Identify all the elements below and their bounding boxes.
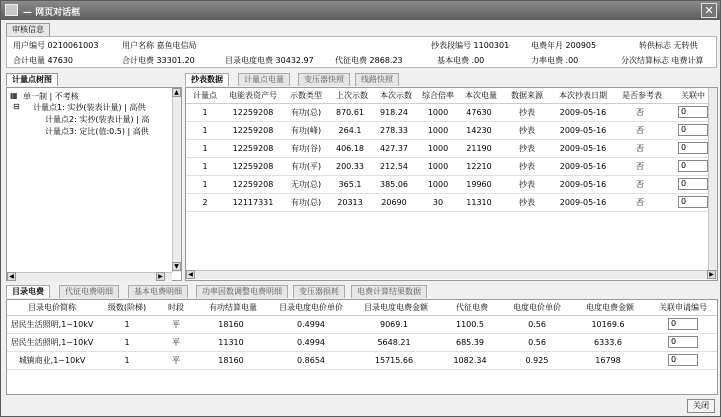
energy-cell: 14230 <box>458 121 504 139</box>
link-request-input[interactable]: 0 <box>678 196 708 208</box>
column-header: 计量点 <box>186 88 224 103</box>
energy-fee-cell: 10169.6 <box>571 315 649 333</box>
meter-table-row[interactable] <box>186 193 718 211</box>
tree-node-point-1[interactable]: 计量点1: 实抄(装表计量) | 高供 <box>33 103 146 112</box>
period-cell: 平 <box>157 315 195 333</box>
reading-type-cell: 有功(平) <box>282 157 330 175</box>
meter-asset-cell: 12117331 <box>224 193 282 211</box>
energy-price-cell: 0.925 <box>503 351 571 369</box>
last-reading-cell: 20313 <box>330 193 374 211</box>
reference-cell: 否 <box>616 175 668 193</box>
reference-cell: 否 <box>616 121 668 139</box>
link-request-input[interactable]: 0 <box>668 354 698 366</box>
window-title: — 网页对话框 <box>23 8 81 18</box>
source-cell: 抄表 <box>504 139 550 157</box>
scroll-left-icon[interactable]: ◀ <box>7 272 16 281</box>
meter-table-row[interactable] <box>186 175 718 193</box>
meter-table-row[interactable] <box>186 121 718 139</box>
reference-cell: 否 <box>616 103 668 121</box>
link-cell[interactable] <box>649 333 717 351</box>
tree-node-point-3[interactable]: 计量点3: 定比(值:0.5) | 高供 <box>45 127 149 136</box>
close-icon[interactable]: ✕ <box>701 3 717 18</box>
multiplier-cell: 1000 <box>418 139 458 157</box>
current-reading-cell: 427.37 <box>374 139 418 157</box>
reference-cell: 否 <box>616 139 668 157</box>
price-name-cell: 城镇商业,1~10kV <box>7 351 97 369</box>
column-header: 本次示数 <box>374 88 418 103</box>
tab-basic-fee-detail[interactable]: 基本电费明细 <box>128 285 188 298</box>
price-name-cell: 居民生活照明,1~10kV <box>7 315 97 333</box>
fee-month-field: 电费年月 200905 <box>531 41 597 50</box>
tab-review-info[interactable]: 审核信息 <box>6 23 50 36</box>
tier-cell: 1 <box>97 315 157 333</box>
column-header: 代征电费 <box>441 300 503 315</box>
column-header: 数据来源 <box>504 88 550 103</box>
energy-cell: 47630 <box>458 103 504 121</box>
multiplier-cell: 1000 <box>418 103 458 121</box>
surcharge-cell: 1100.5 <box>441 315 503 333</box>
source-cell: 抄表 <box>504 121 550 139</box>
settlement-flag-field: 分次结算标志 电费计算 <box>621 56 704 65</box>
close-button[interactable]: 关闭 <box>687 399 715 413</box>
fee-table-row[interactable] <box>7 351 717 369</box>
catalog-fee-field: 目录电度电费 30432.97 <box>225 56 314 65</box>
reading-type-cell: 有功(总) <box>282 193 330 211</box>
surcharge-cell: 1082.34 <box>441 351 503 369</box>
multiplier-cell: 1000 <box>418 121 458 139</box>
read-date-cell: 2009-05-16 <box>550 103 616 121</box>
meter-table-row[interactable] <box>186 103 718 121</box>
reference-cell: 否 <box>616 157 668 175</box>
surcharge-cell: 685.39 <box>441 333 503 351</box>
column-header: 电度电价单价 <box>503 300 571 315</box>
point-cell: 1 <box>186 157 224 175</box>
source-cell: 抄表 <box>504 103 550 121</box>
energy-fee-cell: 16798 <box>571 351 649 369</box>
catalog-price-cell: 0.4994 <box>271 333 351 351</box>
energy-cell: 19960 <box>458 175 504 193</box>
energy-cell: 11310 <box>458 193 504 211</box>
column-header: 目录电度电费金额 <box>351 300 441 315</box>
point-cell: 1 <box>186 139 224 157</box>
period-cell: 平 <box>157 351 195 369</box>
tree-vertical-scrollbar[interactable] <box>172 88 181 272</box>
column-header: 上次示数 <box>330 88 374 103</box>
tier-cell: 1 <box>97 333 157 351</box>
surcharge-fee-field: 代征电费 2868.23 <box>335 56 403 65</box>
current-reading-cell: 385.06 <box>374 175 418 193</box>
last-reading-cell: 200.33 <box>330 157 374 175</box>
point-cell: 1 <box>186 121 224 139</box>
user-name-field: 用户名称 嘉鱼电信局 <box>122 41 197 50</box>
link-cell[interactable] <box>649 315 717 333</box>
column-header: 级数(阶梯) <box>97 300 157 315</box>
link-request-input[interactable]: 0 <box>678 142 708 154</box>
tree-node-point-2[interactable]: 计量点2: 实抄(装表计量) | 高 <box>45 115 150 124</box>
tab-line-snapshot[interactable]: 线路快照 <box>355 73 399 86</box>
settle-energy-cell: 18160 <box>195 351 271 369</box>
multiplier-cell: 1000 <box>418 175 458 193</box>
transfer-flag-field: 转供标志 无转供 <box>639 41 698 50</box>
current-reading-cell: 278.33 <box>374 121 418 139</box>
column-header: 综合倍率 <box>418 88 458 103</box>
metering-tree <box>6 87 182 281</box>
segment-id-field: 抄表段编号 1100301 <box>431 41 510 50</box>
tab-catalog-fee[interactable]: 目录电费 <box>6 285 50 298</box>
tab-surcharge-detail[interactable]: 代征电费明细 <box>59 285 119 298</box>
reading-type-cell: 有功(谷) <box>282 139 330 157</box>
meter-table-header <box>186 88 718 103</box>
basic-fee-field: 基本电费 .00 <box>437 56 485 65</box>
point-cell: 2 <box>186 193 224 211</box>
source-cell: 抄表 <box>504 157 550 175</box>
power-factor-fee-field: 力率电费 .00 <box>531 56 579 65</box>
read-date-cell: 2009-05-16 <box>550 157 616 175</box>
column-header: 本次抄表日期 <box>550 88 616 103</box>
meter-asset-cell: 12259208 <box>224 157 282 175</box>
multiplier-cell: 30 <box>418 193 458 211</box>
column-header: 电能表资产号 <box>224 88 282 103</box>
tree-expander-icon[interactable]: ⊟ <box>13 102 20 111</box>
metering-tree-panel <box>6 73 182 281</box>
link-request-input[interactable]: 0 <box>678 178 708 190</box>
reference-cell: 否 <box>616 193 668 211</box>
column-header: 时段 <box>157 300 195 315</box>
current-reading-cell: 212.54 <box>374 157 418 175</box>
fee-detail-panel <box>6 285 718 395</box>
last-reading-cell: 264.1 <box>330 121 374 139</box>
meter-asset-cell: 12259208 <box>224 103 282 121</box>
fee-table-row[interactable] <box>7 333 717 351</box>
current-reading-cell: 20690 <box>374 193 418 211</box>
user-id-field: 用户编号 0210061003 <box>13 41 99 50</box>
fee-table-header <box>7 300 717 315</box>
tree-root-icon: ▦ <box>10 91 18 100</box>
tab-meter-data[interactable]: 抄表数据 <box>185 73 229 86</box>
column-header: 是否参考表 <box>616 88 668 103</box>
column-header: 本次电量 <box>458 88 504 103</box>
fee-data-grid <box>6 299 718 395</box>
scroll-down-icon[interactable]: ▼ <box>172 262 181 271</box>
grid-horizontal-scrollbar[interactable] <box>186 270 718 279</box>
settle-energy-cell: 11310 <box>195 333 271 351</box>
scroll-left-icon[interactable]: ◀ <box>186 270 195 279</box>
scroll-up-icon[interactable]: ▲ <box>172 88 181 97</box>
column-header: 目录电价简称 <box>7 300 97 315</box>
meter-asset-cell: 12259208 <box>224 175 282 193</box>
point-cell: 1 <box>186 103 224 121</box>
link-request-input[interactable]: 0 <box>678 160 708 172</box>
column-header: 电度电费金额 <box>571 300 649 315</box>
tree-horizontal-scrollbar[interactable] <box>7 272 172 281</box>
read-date-cell: 2009-05-16 <box>550 139 616 157</box>
energy-price-cell: 0.56 <box>503 315 571 333</box>
read-date-cell: 2009-05-16 <box>550 175 616 193</box>
read-date-cell: 2009-05-16 <box>550 193 616 211</box>
multiplier-cell: 1000 <box>418 157 458 175</box>
last-reading-cell: 365.1 <box>330 175 374 193</box>
catalog-price-cell: 0.4994 <box>271 315 351 333</box>
tab-transformer-loss[interactable]: 变压器损耗 <box>293 285 345 298</box>
meter-asset-cell: 12259208 <box>224 139 282 157</box>
total-fee-field: 合计电费 33301.20 <box>122 56 195 65</box>
period-cell: 平 <box>157 333 195 351</box>
meter-reading-panel <box>185 73 718 281</box>
tab-metering-tree[interactable]: 计量点树图 <box>6 73 58 86</box>
price-name-cell: 居民生活照明,1~10kV <box>7 333 97 351</box>
meter-table-row[interactable] <box>186 157 718 175</box>
catalog-fee-cell: 5648.21 <box>351 333 441 351</box>
title-bar <box>1 1 720 20</box>
scroll-right-icon[interactable]: ▶ <box>156 272 165 281</box>
read-date-cell: 2009-05-16 <box>550 121 616 139</box>
energy-cell: 12210 <box>458 157 504 175</box>
catalog-price-cell: 0.8654 <box>271 351 351 369</box>
tab-point-energy[interactable]: 计量点电量 <box>238 73 290 86</box>
total-energy-field: 合计电量 47630 <box>13 56 73 65</box>
settle-energy-cell: 18160 <box>195 315 271 333</box>
scroll-right-icon[interactable]: ▶ <box>707 270 716 279</box>
fee-table-row[interactable] <box>7 315 717 333</box>
grid-vertical-scrollbar[interactable] <box>708 88 717 270</box>
link-request-input[interactable]: 0 <box>678 106 708 118</box>
point-cell: 1 <box>186 175 224 193</box>
column-header: 关联中 <box>668 88 718 103</box>
meter-table-row[interactable] <box>186 139 718 157</box>
current-reading-cell: 918.24 <box>374 103 418 121</box>
catalog-fee-cell: 15715.66 <box>351 351 441 369</box>
catalog-fee-cell: 9069.1 <box>351 315 441 333</box>
reading-type-cell: 有功(峰) <box>282 121 330 139</box>
source-cell: 抄表 <box>504 175 550 193</box>
last-reading-cell: 870.61 <box>330 103 374 121</box>
app-logo-icon <box>5 4 18 16</box>
info-panel <box>6 36 717 68</box>
tab-transformer-snapshot[interactable]: 变压器快照 <box>298 73 350 86</box>
tab-calc-result[interactable]: 电费计算结果数据 <box>351 285 427 298</box>
tab-power-factor-detail[interactable]: 功率因数调整电费明细 <box>196 285 288 298</box>
meter-data-grid <box>185 87 718 281</box>
source-cell: 抄表 <box>504 193 550 211</box>
link-cell[interactable] <box>649 351 717 369</box>
last-reading-cell: 406.18 <box>330 139 374 157</box>
column-header: 关联申请编号 <box>649 300 717 315</box>
link-request-input[interactable]: 0 <box>678 124 708 136</box>
link-request-input[interactable]: 0 <box>668 336 698 348</box>
energy-fee-cell: 6333.6 <box>571 333 649 351</box>
link-request-input[interactable]: 0 <box>668 318 698 330</box>
column-header: 目录电度电价单价 <box>271 300 351 315</box>
column-header: 有功结算电量 <box>195 300 271 315</box>
reading-type-cell: 有功(总) <box>282 103 330 121</box>
column-header: 示数类型 <box>282 88 330 103</box>
tier-cell: 1 <box>97 351 157 369</box>
energy-price-cell: 0.56 <box>503 333 571 351</box>
meter-asset-cell: 12259208 <box>224 121 282 139</box>
reading-type-cell: 无功(总) <box>282 175 330 193</box>
tree-node-root[interactable]: 单一制 | 不考核 <box>23 92 79 101</box>
energy-cell: 21190 <box>458 139 504 157</box>
